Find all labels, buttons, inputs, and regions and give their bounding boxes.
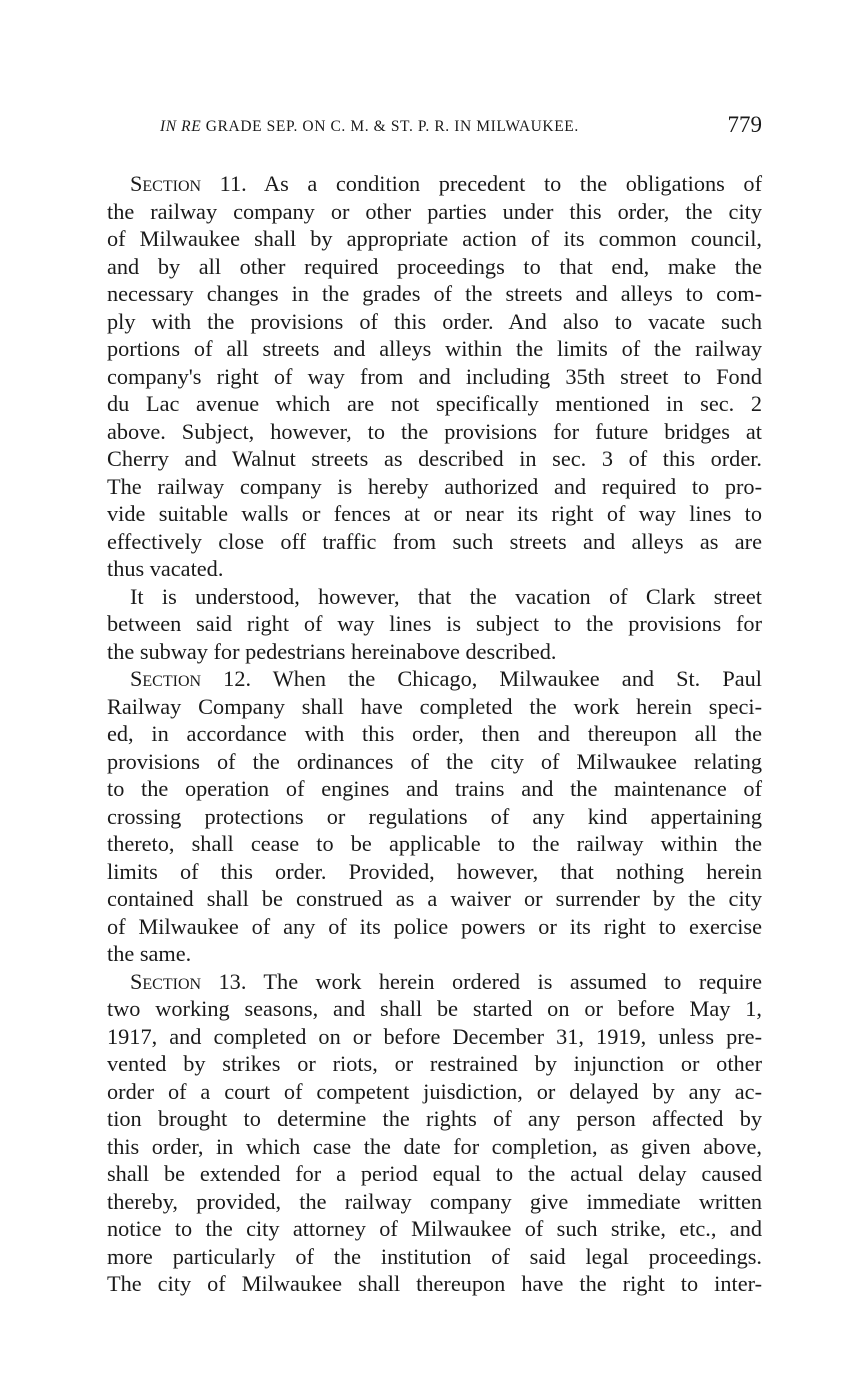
text-line <box>107 885 762 913</box>
line-text: the subway for pedestrians hereinabove described. <box>107 638 557 664</box>
line-text: It is understood, however, that the vacation of Clark street <box>130 583 762 609</box>
line-text: vented by strikes or riots, or restrained by injunction or other <box>107 1051 762 1076</box>
line-text: contained shall be construed as a waiver or surrender by the city <box>107 886 762 911</box>
line-text: thereto, shall cease to be applicable to the railway within the <box>107 831 762 856</box>
line-text: thus vacated. <box>107 556 224 581</box>
text-line <box>107 528 762 556</box>
text-line <box>107 775 762 803</box>
line-text: limits of this order. Provided, however, that nothing herein <box>107 858 762 884</box>
text-line <box>107 500 762 528</box>
line-text: ed, in accordance with this order, then and thereupon all the <box>107 721 762 746</box>
line-text: thereby, provided, the railway company give immediate written <box>107 1188 762 1214</box>
line-text: two working seasons, and shall be started on or before May 1, <box>107 996 762 1021</box>
section-label: Section <box>130 171 202 196</box>
text-line <box>107 1188 762 1216</box>
line-text: tion brought to determine the rights of any person affected by <box>107 1106 762 1131</box>
text-line <box>107 940 762 968</box>
line-text: of Milwaukee of any of its police powers or its right to exercise <box>107 913 762 939</box>
line-text: to the operation of engines and trains and the maintenance of <box>107 776 762 801</box>
text-line <box>107 858 762 886</box>
line-text: between said right of way lines is subject to the provisions for <box>107 611 762 636</box>
text-line <box>107 1078 762 1106</box>
line-text: the same. <box>107 941 192 966</box>
text-line <box>107 418 762 446</box>
line-text: necessary changes in the grades of the streets and alleys to com- <box>107 281 762 306</box>
line-text: The city of Milwaukee shall thereupon have the right to inter- <box>107 1271 762 1296</box>
line-text: of Milwaukee shall by appropriate action of its common council, <box>107 226 762 251</box>
text-line <box>107 335 762 363</box>
line-text: du Lac avenue which are not specifically mentioned in sec. 2 <box>107 391 762 416</box>
line-text: shall be extended for a period equal to the actual delay caused <box>107 1161 762 1186</box>
section-label: Section <box>130 666 202 691</box>
text-line <box>107 555 762 583</box>
running-head <box>160 112 762 144</box>
line-text: ply with the provisions of this order. And also to vacate such <box>107 308 762 334</box>
text-line <box>107 280 762 308</box>
running-title <box>160 118 579 136</box>
line-text: effectively close off traffic from such streets and alleys as are <box>107 528 762 554</box>
line-text: above. Subject, however, to the provisions for future bridges at <box>107 418 762 444</box>
line-text: more particularly of the institution of said legal proceedings. <box>107 1243 762 1269</box>
line-text: 13. The work herein ordered is assumed to require <box>218 968 762 994</box>
text-line <box>107 693 762 721</box>
text-line <box>107 1215 762 1243</box>
line-text: The railway company is hereby authorized and required to pro- <box>107 473 762 499</box>
text-line <box>107 1023 762 1051</box>
line-text: the railway company or other parties under this order, the city <box>107 198 762 224</box>
line-text: crossing protections or regulations of any kind appertaining <box>107 803 762 829</box>
line-text: this order, in which case the date for completion, as given above, <box>107 1133 762 1159</box>
line-text: notice to the city attorney of Milwaukee of such strike, etc., and <box>107 1216 762 1241</box>
line-text: order of a court of competent juisdiction, or delayed by any ac- <box>107 1078 762 1104</box>
text-line <box>107 363 762 391</box>
line-text: provisions of the ordinances of the city of Milwaukee relating <box>107 748 762 774</box>
text-line <box>107 638 762 666</box>
text-line <box>107 968 762 996</box>
text-line <box>107 390 762 418</box>
text-line <box>107 1133 762 1161</box>
body-text <box>107 170 762 1298</box>
line-text: Cherry and Walnut streets as described in sec. 3 of this order. <box>107 446 762 471</box>
line-text: and by all other required proceedings to that end, make the <box>107 253 762 279</box>
text-line <box>107 1270 762 1298</box>
text-line <box>107 720 762 748</box>
text-line <box>107 1105 762 1133</box>
line-text: 1917, and completed on or before December 31, 1919, unless pre- <box>107 1023 762 1049</box>
page-number: 779 <box>727 112 762 137</box>
running-title-italic: IN RE <box>160 118 202 135</box>
text-line <box>107 803 762 831</box>
line-text: 12. When the Chicago, Milwaukee and St. Paul <box>223 666 763 691</box>
text-line <box>107 610 762 638</box>
text-line <box>107 170 762 198</box>
text-line <box>107 665 762 693</box>
line-text: portions of all streets and alleys within the limits of the railway <box>107 336 762 361</box>
text-line <box>107 830 762 858</box>
running-title-text: GRADE SEP. ON C. M. & ST. P. R. IN MILWAUKEE. <box>205 118 579 135</box>
text-line <box>107 583 762 611</box>
text-line <box>107 995 762 1023</box>
line-text: 11. As a condition precedent to the obligations of <box>219 171 762 196</box>
text-line <box>107 225 762 253</box>
line-text: vide suitable walls or fences at or near its right of way lines to <box>107 501 762 526</box>
text-line <box>107 1160 762 1188</box>
text-line <box>107 1050 762 1078</box>
line-text: Railway Company shall have completed the work herein speci- <box>107 693 762 719</box>
text-line <box>107 748 762 776</box>
text-line <box>107 445 762 473</box>
line-text: company's right of way from and including 35th street to Fond <box>107 363 762 389</box>
text-line <box>107 198 762 226</box>
text-line <box>107 473 762 501</box>
text-line <box>107 913 762 941</box>
section-label: Section <box>130 968 202 994</box>
text-line <box>107 1243 762 1271</box>
text-line <box>107 253 762 281</box>
text-line <box>107 308 762 336</box>
